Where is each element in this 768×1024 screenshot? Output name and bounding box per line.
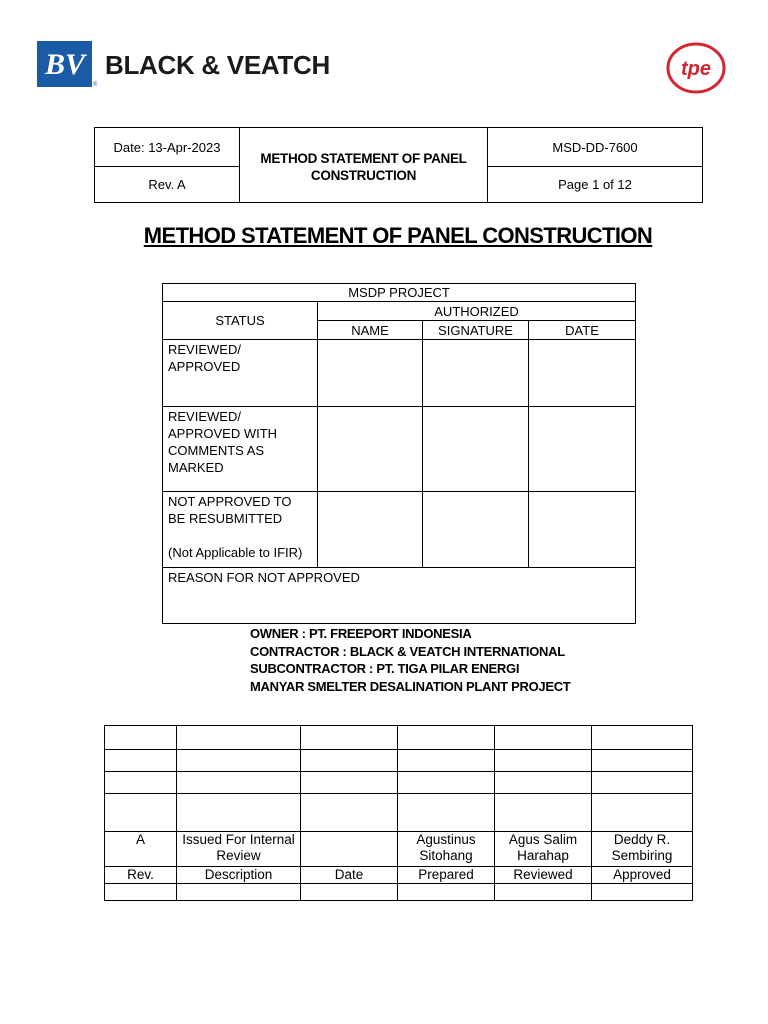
svg-text:tpe: tpe — [681, 58, 711, 80]
doc-page: Page 1 of 12 — [488, 167, 703, 203]
approval-table — [162, 283, 636, 624]
prepared-cell: Agustinus Sitohang — [398, 832, 495, 867]
name-cell — [318, 340, 423, 407]
rev-cell: A — [105, 832, 177, 867]
svg-text:BV: BV — [44, 48, 85, 81]
status-not-approved: NOT APPROVED TO BE RESUBMITTED (Not Applicable to IFIR) — [163, 492, 318, 568]
name-cell — [318, 492, 423, 568]
date-cell — [529, 407, 636, 492]
revision-header-row — [105, 867, 693, 884]
project-header: MSDP PROJECT — [163, 284, 636, 302]
status-reviewed-approved: REVIEWED/ APPROVED — [163, 340, 318, 407]
signature-cell — [423, 340, 529, 407]
document-header-table — [94, 127, 703, 203]
table-row — [105, 726, 693, 750]
project-line: MANYAR SMELTER DESALINATION PLANT PROJECT — [250, 678, 571, 694]
table-row — [105, 772, 693, 794]
name-cell — [318, 407, 423, 492]
reviewed-cell: Agus Salim Harahap — [495, 832, 592, 867]
description-header: Description — [177, 867, 301, 884]
date-cell — [301, 832, 398, 867]
table-row — [105, 750, 693, 772]
doc-title: METHOD STATEMENT OF PANEL CONSTRUCTION — [240, 128, 488, 203]
revision-table — [104, 725, 693, 901]
signature-cell — [423, 492, 529, 568]
black-veatch-logo-mark — [37, 41, 92, 87]
date-header: Date — [301, 867, 398, 884]
doc-number: MSD-DD-7600 — [488, 128, 703, 167]
date-header: DATE — [529, 321, 636, 340]
date-cell — [529, 492, 636, 568]
doc-date: Date: 13-Apr-2023 — [95, 128, 240, 167]
approved-header: Approved — [592, 867, 693, 884]
authorized-header: AUTHORIZED — [318, 302, 636, 321]
signature-cell — [423, 407, 529, 492]
subcontractor-line: SUBCONTRACTOR : PT. TIGA PILAR ENERGI — [250, 661, 520, 676]
approved-cell: Deddy R. Sembiring — [592, 832, 693, 867]
tpe-logo — [666, 42, 726, 94]
black-veatch-logo-text: BLACK & VEATCH — [105, 50, 330, 80]
reason-not-approved: REASON FOR NOT APPROVED — [163, 568, 636, 624]
revision-entry-row — [105, 832, 693, 867]
contractor-line: CONTRACTOR : BLACK & VEATCH INTERNATIONAL — [250, 643, 565, 659]
signature-header: SIGNATURE — [423, 321, 529, 340]
registered-mark: ® — [93, 82, 98, 88]
table-row — [105, 884, 693, 901]
name-header: NAME — [318, 321, 423, 340]
owner-line: OWNER : PT. FREEPORT INDONESIA — [250, 626, 472, 641]
table-row — [105, 794, 693, 832]
date-cell — [529, 340, 636, 407]
page-title: METHOD STATEMENT OF PANEL CONSTRUCTION — [143, 223, 653, 248]
description-cell: Issued For Internal Review — [177, 832, 301, 867]
project-parties — [250, 625, 570, 695]
rev-header: Rev. — [105, 867, 177, 884]
prepared-header: Prepared — [398, 867, 495, 884]
doc-revision: Rev. A — [95, 167, 240, 203]
status-approved-with-comments: REVIEWED/ APPROVED WITH COMMENTS AS MARKED — [163, 407, 318, 492]
reviewed-header: Reviewed — [495, 867, 592, 884]
status-header: STATUS — [163, 302, 318, 340]
